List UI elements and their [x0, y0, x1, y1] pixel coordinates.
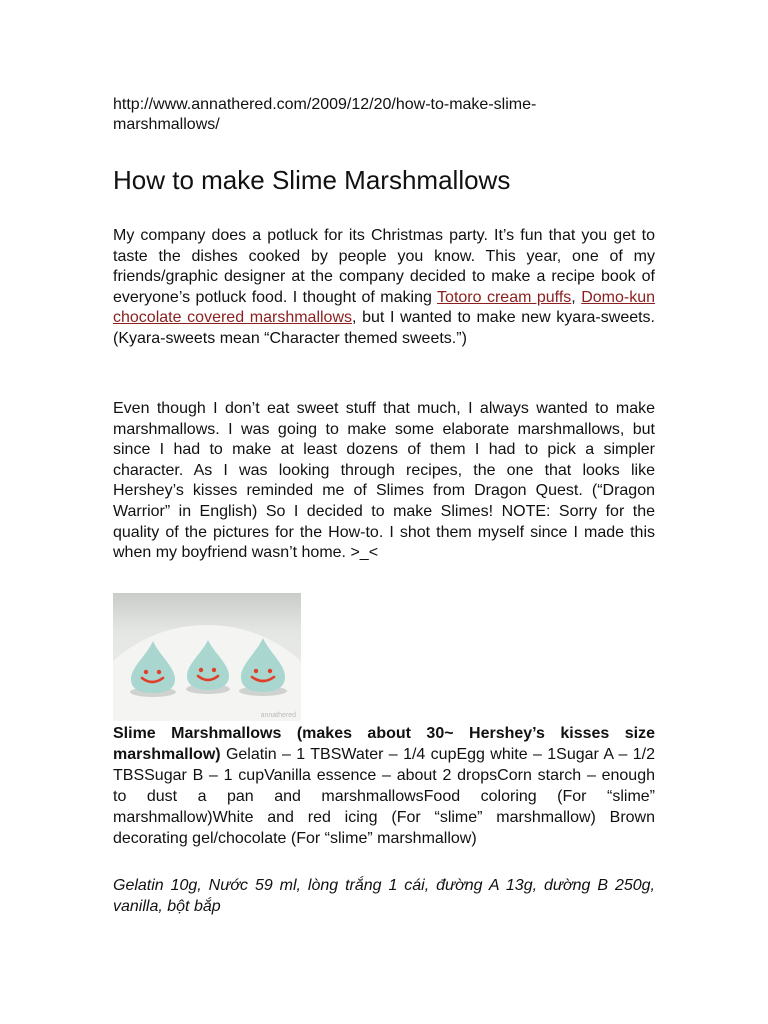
photo-watermark: annathered: [260, 712, 296, 719]
totoro-cream-puffs-link[interactable]: Totoro cream puffs: [437, 288, 572, 306]
intro-text-start: My company does a potluck for its Christmas party. It’s fun that you get to taste the dishes cooked by people you know. This year, one of my friends/graphic designer at the company decided to make a recipe book of everyone’s potluck food. I thought of making: [113, 227, 655, 306]
story-paragraph: Even though I don’t eat sweet stuff that much, I always wanted to make marshmallows. I was going to make some elaborate marshmallows, but since I had to make at least dozens of them I had to pick a simpler character. As I was looking through recipes, the one that looks like Hershey’s kisses reminded me of Slimes from Dragon Quest. (“Dragon Warrior” in English) So I decided to make Slimes! NOTE: Sorry for the quality of the pictures for the How-to. I shot them myself since I made this when my boyfriend wasn’t home. >_<: [113, 400, 655, 562]
page-title: How to make Slime Marshmallows: [113, 165, 511, 195]
vietnamese-ingredients: Gelatin 10g, Nước 59 ml, lòng trắng 1 cái, đường A 13g, dường B 250g, vanilla, bột bắp: [113, 877, 655, 915]
recipe-heading: Slime Marshmallows (makes about 30~ Hershey’s kisses size marshmallow): [113, 725, 655, 763]
intro-text-end: , but I wanted to make new kyara-sweets. (Kyara-sweets mean “Character themed sweets.”): [113, 309, 656, 347]
recipe-paragraph: [113, 723, 655, 849]
domo-kun-marshmallows-link[interactable]: Domo-kun chocolate covered marshmallows: [113, 288, 656, 327]
intro-paragraph: [113, 226, 655, 350]
intro-separator: ,: [571, 288, 582, 306]
slime-photo-illustration: [113, 593, 301, 721]
recipe-ingredients: Gelatin – 1 TBSWater – 1/4 cupEgg white – 1Sugar A – 1/2 TBSSugar B – 1 cupVanilla essence – about 2 dropsCorn starch – enough to dust a pan and marshmallowsFood coloring (For “slime” marshmallow)White and red icing (For “slime” marshmallow) Brown decorating gel/chocolate (For “slime” marshmallow): [113, 746, 655, 847]
source-url: http://www.annathered.com/2009/12/20/how-to-make-slime-marshmallows/: [113, 96, 537, 133]
slime-marshmallows-photo: [113, 593, 301, 721]
